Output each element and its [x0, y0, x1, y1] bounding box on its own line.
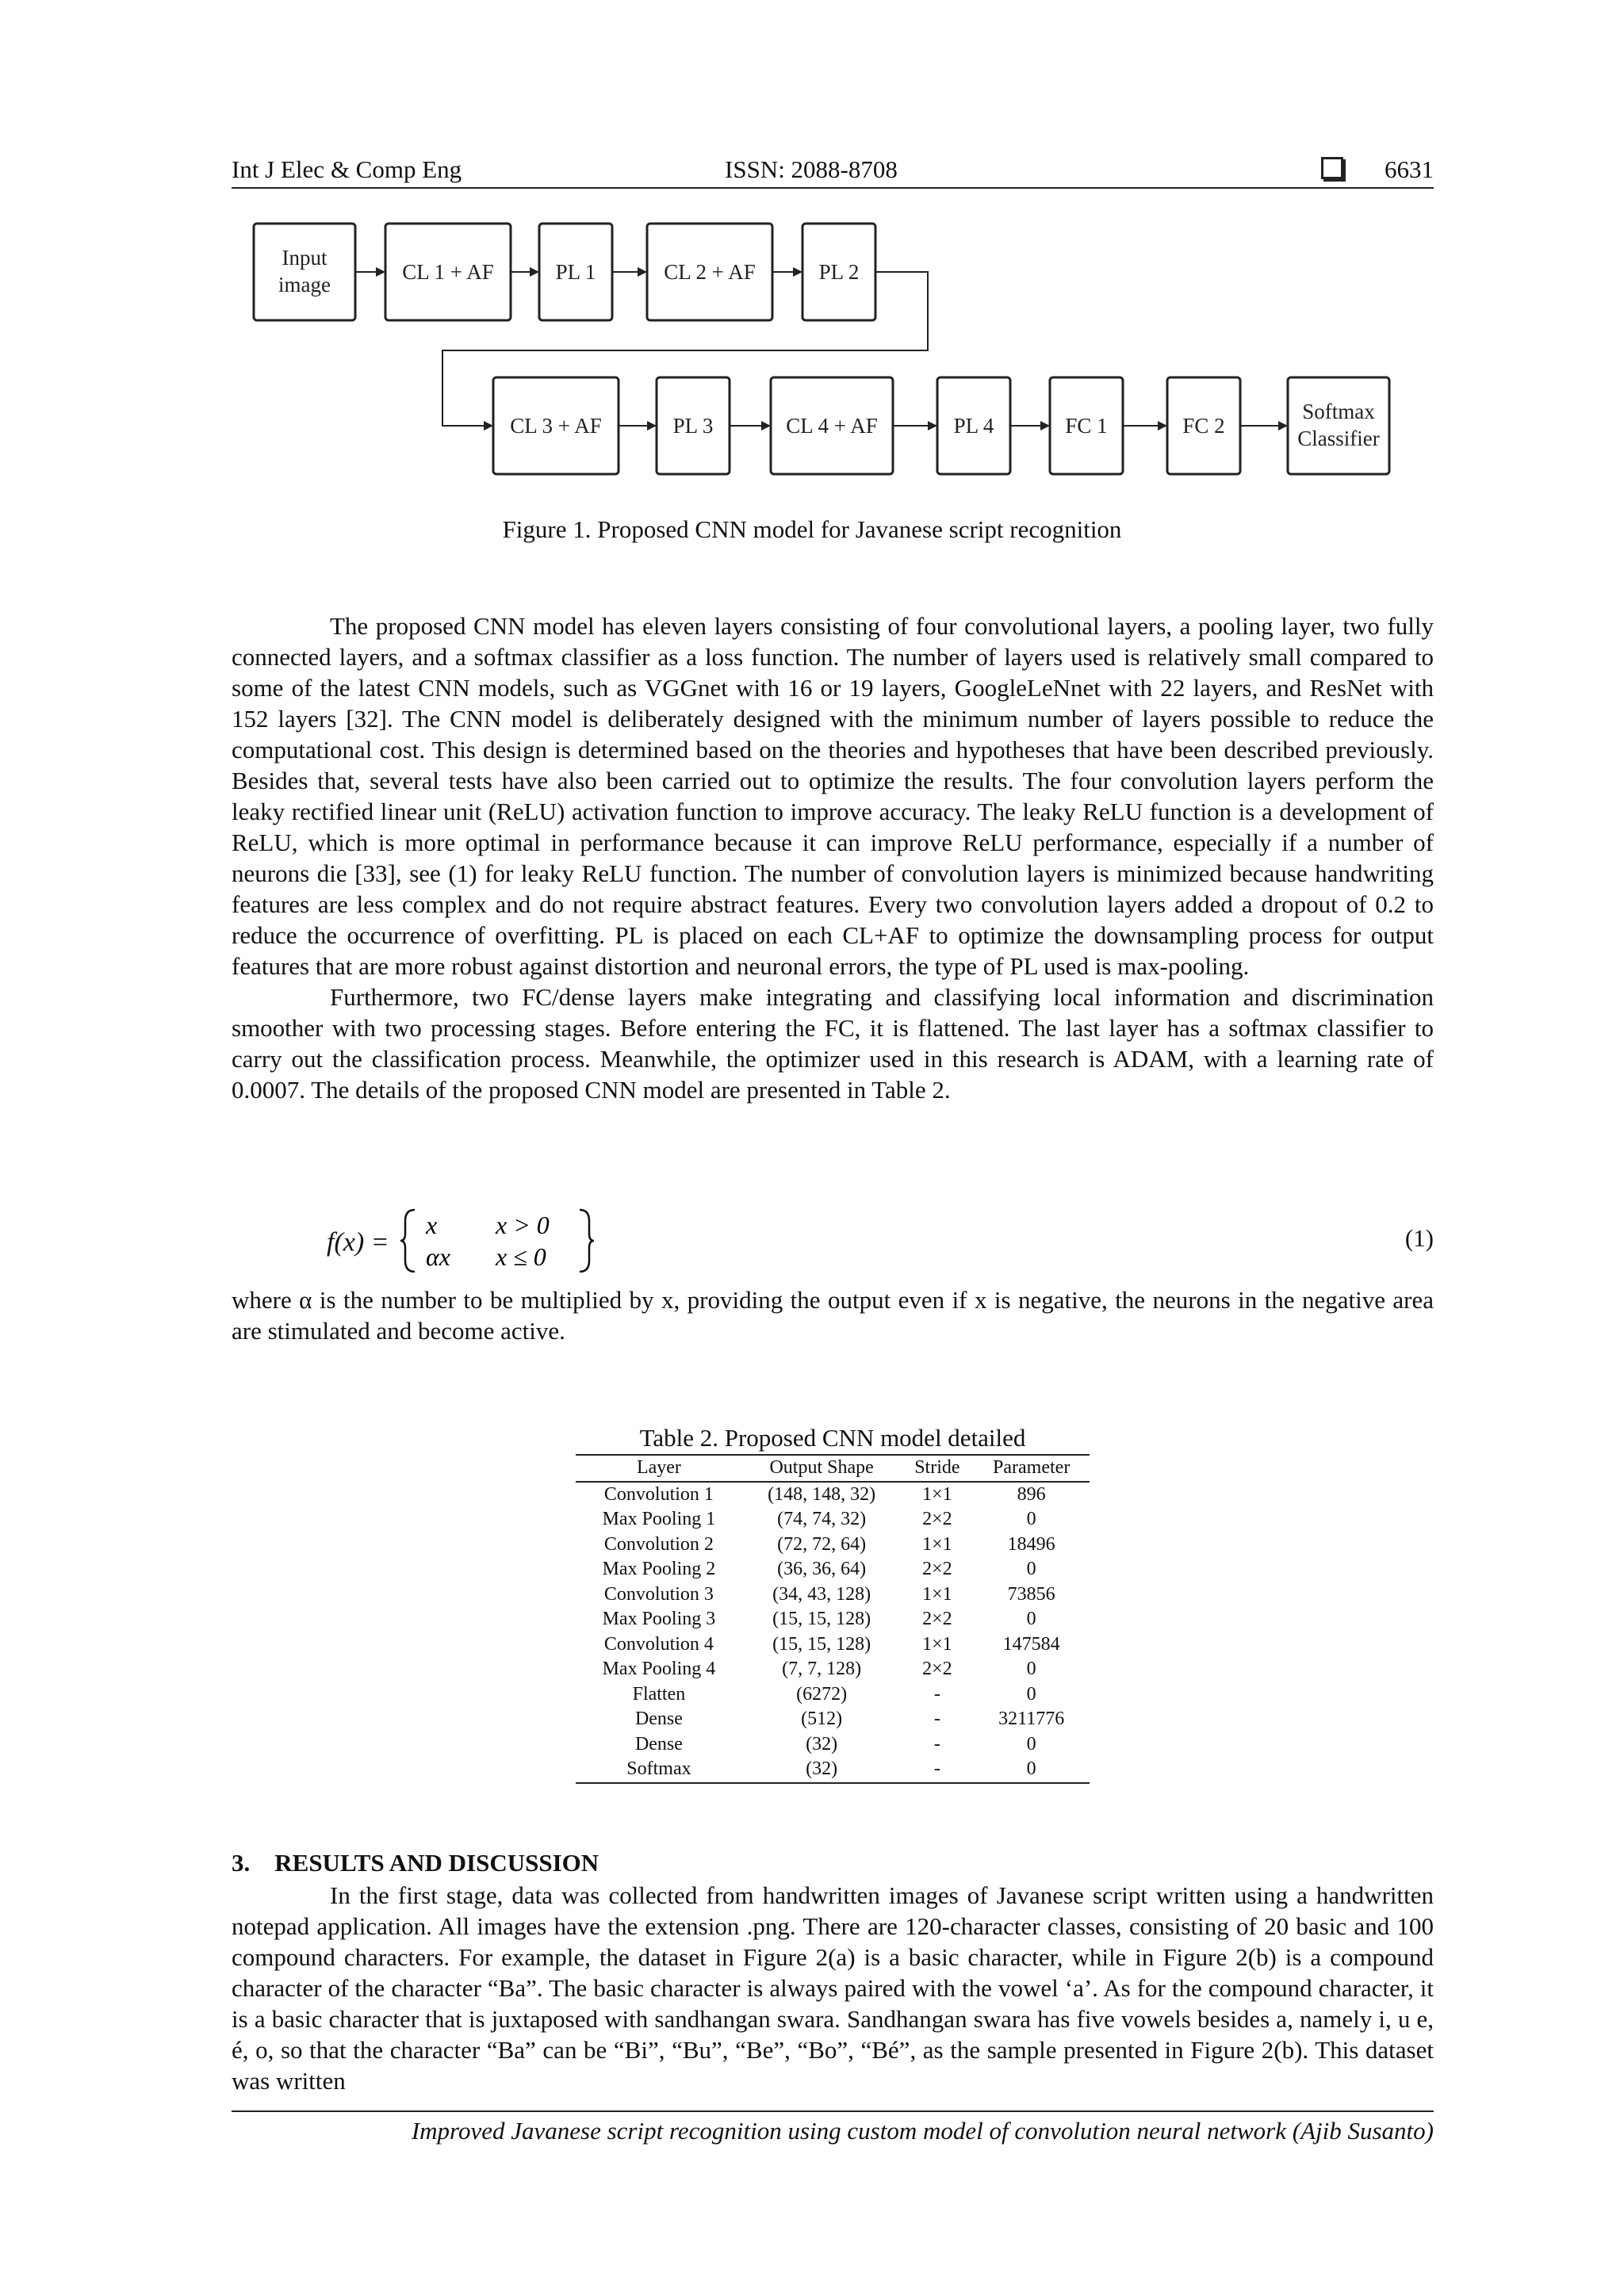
table-cell: 3211776 [998, 1709, 1065, 1729]
node-label: PL 1 [555, 260, 596, 284]
table-cell: (6272) [796, 1683, 848, 1705]
table-cell: (36, 36, 64) [777, 1559, 867, 1579]
case1-condition: x > 0 [496, 1211, 550, 1239]
table-cell: 1×1 [922, 1583, 952, 1605]
body-text [232, 610, 1434, 1105]
table-cell: (32) [806, 1758, 838, 1779]
table-cell: (32) [806, 1733, 838, 1755]
equation-cases [396, 1207, 634, 1282]
table-cell: 1×1 [922, 1483, 952, 1505]
journal-name: Int J Elec & Comp Eng [232, 155, 462, 183]
node-label: Classifier [1297, 427, 1380, 450]
node-label: CL 4 + AF [786, 414, 878, 438]
table-cell: (72, 72, 64) [777, 1533, 867, 1555]
table-cell: 896 [1017, 1483, 1046, 1505]
paragraph: Furthermore, two FC/dense layers make integrating and classifying local information and discrimination smoother with two processing stages. Before entering the FC, it is flattened. The last layer has a softmax classifier to carry out the classification process. Meanwhile, the optimizer used in this research is ADAM, with a learning rate of 0.0007. The details of the proposed CNN model are presented in Table 2. [232, 983, 1434, 1104]
table-cell: Flatten [632, 1683, 686, 1705]
table-cell: 0 [1026, 1659, 1036, 1679]
table-cell: - [933, 1758, 940, 1779]
node-label: FC 1 [1065, 414, 1108, 438]
table-cell: Convolution 2 [603, 1533, 714, 1555]
table-cell: Convolution 3 [603, 1583, 714, 1605]
table-cell: 0 [1026, 1509, 1036, 1529]
table-row [576, 1607, 1090, 1632]
table-2 [576, 1424, 1090, 1784]
table-cell: 2×2 [922, 1609, 952, 1629]
column-header: Stride [914, 1457, 960, 1478]
column-header: Parameter [993, 1457, 1071, 1478]
table-cell: 1×1 [922, 1533, 952, 1555]
table-row [576, 1557, 1090, 1582]
table-row [576, 1707, 1090, 1732]
case1-value: x [426, 1211, 438, 1239]
equation-number: (1) [1404, 1224, 1434, 1252]
table-cell: (74, 74, 32) [777, 1509, 867, 1529]
results-block [232, 1880, 1434, 2096]
table-row [576, 1533, 1090, 1558]
section-title: RESULTS AND DISCUSSION [274, 1849, 599, 1877]
equation-lhs: f(x) = [327, 1227, 389, 1257]
node-label: image [278, 273, 331, 297]
node-label: Input [282, 246, 327, 270]
section-number: 3. [232, 1849, 251, 1877]
table-row [576, 1582, 1090, 1608]
table-cell: - [933, 1733, 940, 1755]
table-row [576, 1682, 1090, 1708]
table-cell: 0 [1026, 1758, 1036, 1779]
model-table [576, 1454, 1090, 1784]
table-cell: 0 [1026, 1733, 1036, 1755]
table-cell: (512) [801, 1709, 843, 1729]
table-title: Table 2. Proposed CNN model detailed [639, 1424, 1026, 1452]
table-cell: Convolution 1 [603, 1483, 714, 1505]
table-row [576, 1657, 1090, 1682]
table-cell: 2×2 [922, 1559, 952, 1579]
node-label: CL 3 + AF [510, 414, 602, 438]
table-cell: Max Pooling 2 [602, 1559, 716, 1579]
table-row [576, 1632, 1090, 1658]
page-header [232, 152, 1434, 189]
node-input-image [254, 224, 355, 320]
table-cell: 0 [1026, 1559, 1036, 1579]
table-cell: Convolution 4 [603, 1633, 714, 1655]
equation [327, 1207, 634, 1282]
table-cell: 2×2 [922, 1509, 952, 1529]
node-label: CL 1 + AF [402, 260, 494, 284]
table-cell: 0 [1026, 1609, 1036, 1629]
section-heading [232, 1849, 599, 1877]
paragraph: In the first stage, data was collected from handwritten images of Javanese script written using a handwritten notepad application. All images have the extension .png. There are 120-character classes, consisting of 20 basic and 100 compound characters. For example, the dataset in Figure 2(a) is a basic character, while in Figure 2(b) is a compound character of the character “Ba”. The basic character is always paired with the vowel ‘a’. As for the compound character, it is a basic character that is juxtaposed with sandhangan swara. Sandhangan swara has five vowels besides a, namely i, u e, é, o, so that the character “Ba” can be “Bi”, “Bu”, “Be”, “Bo”, “Bé”, as the sample presented in Figure 2(b). This dataset was written [232, 1881, 1434, 2095]
table-cell: (7, 7, 128) [782, 1659, 862, 1679]
table-cell: Softmax [626, 1758, 691, 1779]
table-cell: Max Pooling 1 [602, 1509, 716, 1529]
page-number-wrap [1321, 155, 1434, 184]
table-cell: (15, 15, 128) [772, 1609, 871, 1629]
table-row [576, 1482, 1090, 1508]
case2-condition: x ≤ 0 [496, 1242, 546, 1271]
equation-note-block [232, 1284, 1434, 1346]
page-footer: Improved Javanese script recognition using custom model of convolution neural network (Ajib Susanto) [232, 2110, 1434, 2145]
table-cell: 0 [1026, 1683, 1036, 1705]
node-label: Softmax [1302, 400, 1375, 423]
node-label: CL 2 + AF [664, 260, 756, 284]
table-cell: (15, 15, 128) [772, 1633, 871, 1655]
table-cell: - [933, 1683, 940, 1705]
node-label: PL 3 [672, 414, 714, 438]
table-header-row [576, 1455, 1090, 1482]
node-label: FC 2 [1182, 414, 1225, 438]
column-header: Output Shape [769, 1457, 874, 1478]
table-row [576, 1732, 1090, 1758]
page-number: 6631 [1385, 155, 1434, 183]
figure-caption: Figure 1. Proposed CNN model for Javanese script recognition [502, 515, 1122, 543]
table-cell: 2×2 [922, 1659, 952, 1679]
table-row [576, 1507, 1090, 1533]
table-cell: Max Pooling 3 [602, 1609, 716, 1629]
table-cell: 18496 [1007, 1533, 1055, 1555]
table-cell: - [933, 1709, 940, 1729]
node-label: PL 2 [818, 260, 860, 284]
node-softmax [1288, 377, 1389, 474]
paragraph: The proposed CNN model has eleven layers consisting of four convolutional layers, a pooling layer, two fully connected layers, and a softmax classifier as a loss function. The number of layers used is relatively small compared to some of the latest CNN models, such as VGGnet with 16 or 19 layers, GoogleLeNnet with 22 layers, and ResNet with 152 layers [32]. The CNN model is deliberately designed with the minimum number of layers possible to reduce the computational cost. This design is determined based on the theories and hypotheses that have been described previously. Besides that, several tests have also been carried out to optimize the results. The four convolution layers perform the leaky rectified linear unit (ReLU) activation function to improve accuracy. The leaky ReLU function is a development of ReLU, which is more optimal in performance because it can improve ReLU performance, especially if a number of neurons die [33], see (1) for leaky ReLU function. The number of convolution layers is minimized because handwriting features are less complex and do not require abstract features. Every two convolution layers added a dropout of 0.2 to reduce the occurrence of overfitting. PL is placed on each CL+AF to optimize the downsampling process for output features that are more robust against distortion and neuronal errors, the type of PL used is max-pooling. [232, 612, 1434, 980]
table-row [576, 1757, 1090, 1783]
table-cell: 147584 [1002, 1633, 1060, 1655]
table-cell: 1×1 [922, 1633, 952, 1655]
table-cell: 73856 [1007, 1583, 1055, 1605]
table-cell: (34, 43, 128) [772, 1583, 871, 1605]
issn: ISSN: 2088-8708 [725, 155, 898, 183]
case2-value: αx [426, 1242, 451, 1271]
square-icon [1321, 157, 1343, 179]
table-cell: Dense [634, 1733, 683, 1755]
table-cell: Dense [634, 1709, 683, 1729]
cnn-architecture-diagram [238, 214, 1427, 492]
table-cell: Max Pooling 4 [602, 1659, 716, 1679]
node-label: PL 4 [953, 414, 994, 438]
table-cell: (148, 148, 32) [768, 1483, 876, 1505]
paragraph: where α is the number to be multiplied by x, providing the output even if x is negative, the neurons in the negative area are stimulated and become active. [232, 1286, 1434, 1345]
column-header: Layer [636, 1457, 681, 1478]
